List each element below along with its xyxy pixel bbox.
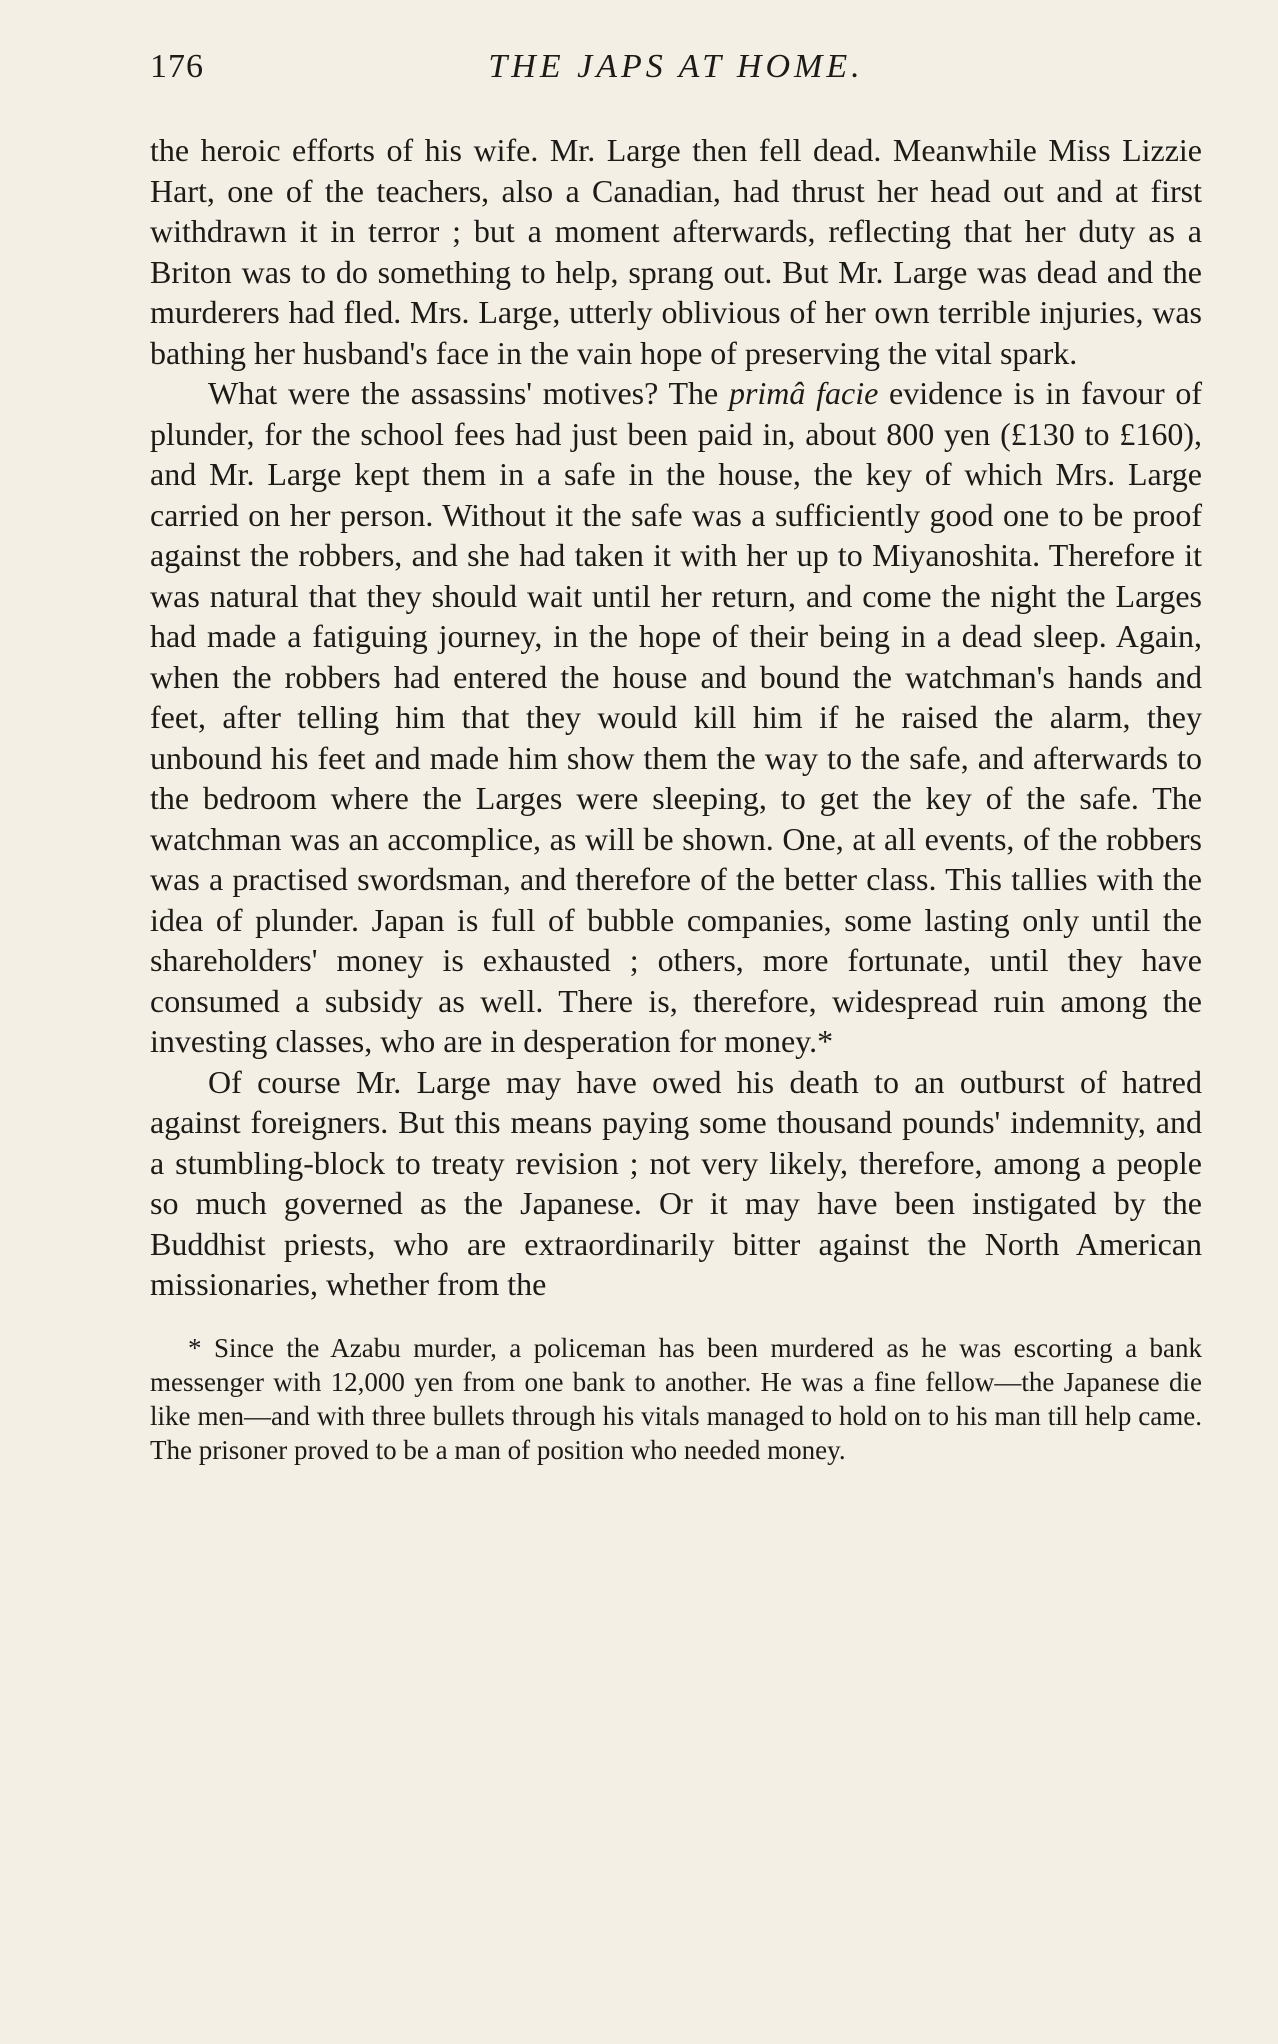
body-text	[150, 130, 1202, 1305]
paragraph-1: the heroic efforts of his wife. Mr. Large then fell dead. Meanwhile Miss Lizzie Hart, one of the teachers, also a Canadian, had thrust her head out and at first withdrawn it in terror ; but a moment afterwards, reflecting that her duty as a Briton was to do something to help, sprang out. But Mr. Large was dead and the murderers had fled. Mrs. Large, utterly oblivious of her own terrible injuries, was bathing her husband's face in the vain hope of preserving the vital spark.	[150, 132, 1202, 371]
paragraph-2-end: evidence is in favour of plunder, for the school fees had just been paid in, about 800 yen (£130 to £160), and Mr. Large kept them in a safe in the house, the key of which Mrs. Large carried on her person. Without it the safe was a sufficiently good one to be proof against the robbers, and she had taken it with her up to Miyanoshita. Therefore it was natural that they should wait until her return, and come the night the Larges had made a fatiguing journey, in the hope of their being in a dead sleep. Again, when the robbers had entered the house and bound the watchman's hands and feet, after telling him that they would kill him if he raised the alarm, they unbound his feet and made him show them the way to the safe, and afterwards to the bedroom where the Larges were sleeping, to get the key of the safe. The watchman was an accomplice, as will be shown. One, at all events, of the robbers was a practised swordsman, and therefore of the better class. This tallies with the idea of plunder. Japan is full of bubble companies, some lasting only until the shareholders' money is exhausted ; others, more fortunate, until they have consumed a subsidy as well. There is, therefore, widespread ruin among the investing classes, who are in desperation for money.*	[150, 375, 1203, 1059]
running-head	[150, 48, 1202, 104]
footnote: * Since the Azabu murder, a policeman has been murdered as he was escorting a bank messenger with 12,000 yen from one bank to another. He was a fine fellow—the Japanese die like men—and with three bullets through his vitals managed to hold on to his man till help came. The prisoner proved to be a man of position who needed money.	[150, 1332, 1202, 1465]
paragraph-2-start: What were the assassins' motives? The	[208, 375, 719, 411]
paragraph-2	[150, 373, 1202, 1062]
book-page	[150, 48, 1202, 1494]
paragraph-3: Of course Mr. Large may have owed his death to an outburst of hatred against foreigners. But this means paying some thousand pounds' indemnity, and a stumbling-block to treaty revision ; not very likely, therefore, among a people so much governed as the Japanese. Or it may have been instigated by the Buddhist priests, who are extraordinarily bitter against the North American missionaries, whether from the	[150, 1063, 1202, 1302]
page-number: 176	[150, 48, 204, 85]
running-title: THE JAPS AT HOME.	[488, 48, 864, 85]
paragraph-2-italic-phrase: primâ facie	[728, 375, 879, 411]
